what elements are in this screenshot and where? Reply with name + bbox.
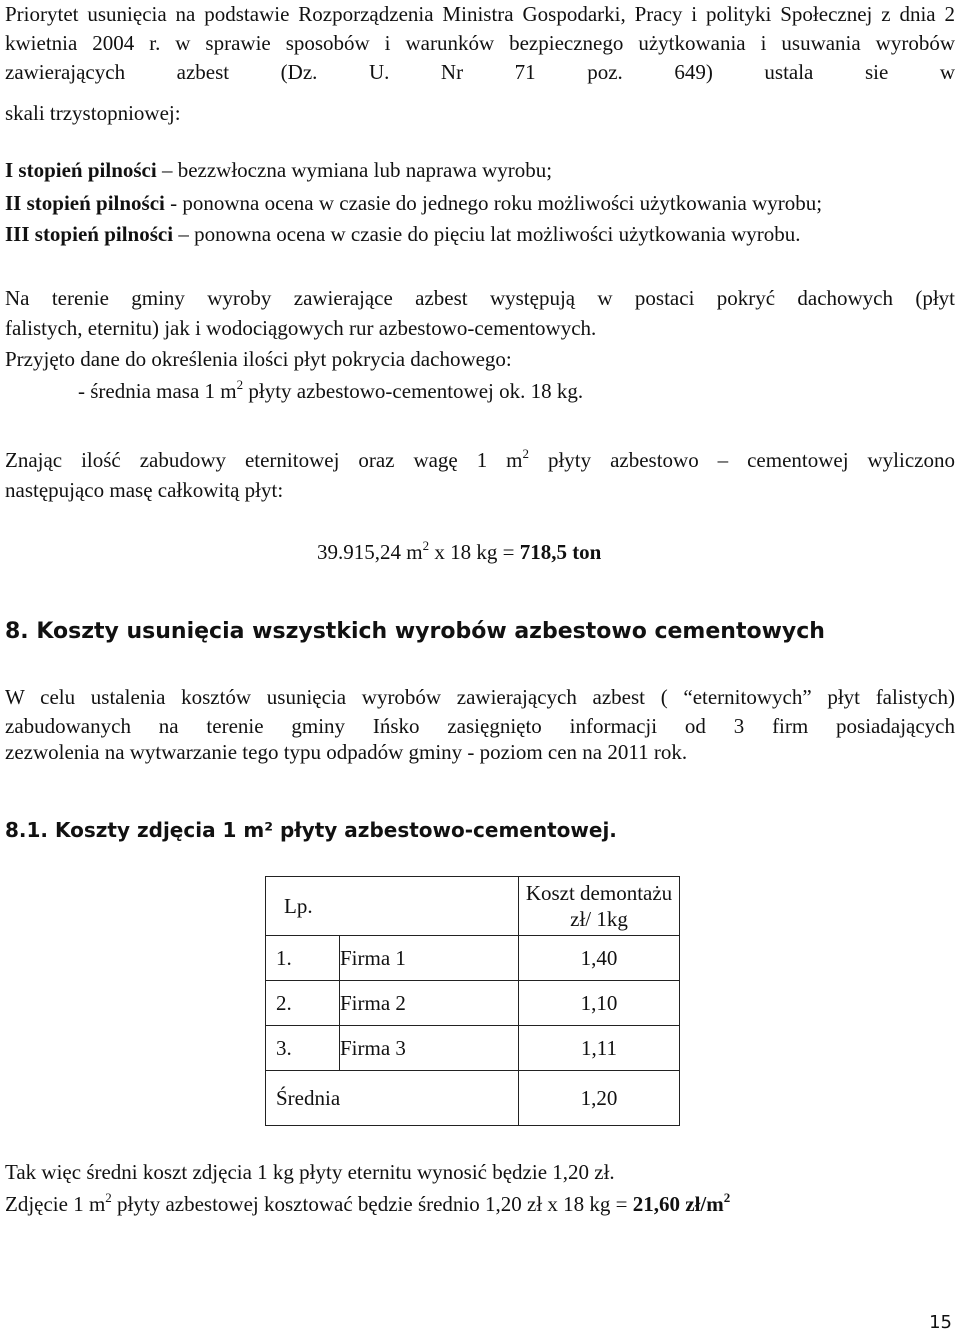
row-company: Firma 3 (340, 1026, 519, 1071)
intro-line: Społecznej z dnia 2 kwietnia 2004 r. w sprawie sposobów i warunków bezpiecznego (5, 2, 956, 55)
superscript: 2 (105, 1190, 112, 1205)
intro-last-line: skali trzystopniowej: (5, 101, 181, 125)
summary-line-2 (5, 1192, 730, 1217)
summary-text: Zdjęcie 1 m (5, 1192, 106, 1216)
paragraph-line: W celu ustalenia kosztów usunięcia wyrobów zawierających azbest ( “eternitowych” płyt (5, 685, 860, 709)
total-mass-formula (317, 540, 601, 565)
urgency-label: II stopień pilności (5, 191, 165, 215)
table-row (266, 1026, 680, 1071)
table-row (266, 936, 680, 981)
bullet-average-mass (78, 379, 583, 404)
bullet-text: - średnia masa 1 m (78, 379, 237, 403)
row-company: Firma 1 (340, 936, 519, 981)
average-label: Średnia (266, 1071, 519, 1126)
paragraph-line: falistych, eternitu) jak i wodociągowych rur azbestowo-cementowych. (5, 316, 597, 340)
formula-result: 718,5 ton (519, 540, 602, 564)
summary-text: płyty azbestowej kosztować będzie średnio 1,20 zł x 18 kg = (111, 1192, 633, 1216)
urgency-item-1 (5, 158, 552, 183)
formula-text: 39.915,24 m (317, 540, 423, 564)
urgency-item-2 (5, 191, 822, 216)
average-value: 1,20 (519, 1071, 680, 1126)
row-value: 1,10 (519, 981, 680, 1026)
intro-line: użytkowania i usuwania wyrobów zawierających azbest (Dz. U. Nr 71 poz. 649) ustala sie w (5, 31, 955, 84)
row-value: 1,11 (519, 1026, 680, 1071)
section-heading-8-1: 8.1. Koszty zdjęcia 1 m² płyty azbestowo-cementowej. (5, 818, 617, 842)
row-number: 2. (266, 981, 340, 1026)
superscript: 2 (236, 377, 244, 392)
urgency-label: I stopień pilności (5, 158, 157, 182)
page-number: 15 (929, 1312, 952, 1333)
superscript: 2 (723, 1190, 731, 1205)
summary-line-1: Tak więc średni koszt zdjęcia 1 kg płyty eternitu wynosić będzie 1,20 zł. (5, 1160, 615, 1184)
row-number: 1. (266, 936, 340, 981)
urgency-item-3 (5, 222, 801, 247)
paragraph-line: zezwolenia na wytwarzanie tego typu odpadów gminy - poziom cen na 2011 rok. (5, 740, 688, 764)
urgency-label: III stopień pilności (5, 222, 174, 246)
header-cost (519, 877, 680, 936)
paragraph-text: Znając ilość zabudowy eternitowej oraz wagę 1 m (5, 448, 523, 472)
row-number: 3. (266, 1026, 340, 1071)
superscript: 2 (522, 446, 529, 461)
superscript: 2 (422, 538, 430, 553)
paragraph-line: Przyjęto dane do określenia ilości płyt pokrycia dachowego: (5, 347, 512, 371)
cost-table (265, 876, 680, 1126)
header-cost-line: Koszt demontażu (525, 881, 673, 905)
table-header-row (266, 877, 680, 936)
table-average-row (266, 1071, 680, 1126)
row-company: Firma 2 (340, 981, 519, 1026)
header-lp-text: Lp. (284, 893, 313, 918)
urgency-text: – ponowna ocena w czasie do pięciu lat możliwości użytkowania wyrobu. (173, 222, 801, 246)
urgency-text: – bezzwłoczna wymiana lub naprawa wyrobu; (156, 158, 553, 182)
summary-result-text: 21,60 zł/m (632, 1192, 724, 1216)
urgency-text: - ponowna ocena w czasie do jednego roku możliwości użytkowania wyrobu; (164, 191, 823, 215)
intro-line: Priorytet usunięcia na podstawie Rozporządzenia Ministra Gospodarki, Pracy i polityki (5, 2, 772, 26)
summary-result (633, 1192, 730, 1216)
table-row (266, 981, 680, 1026)
header-cost-line: zł/ 1kg (570, 907, 628, 931)
paragraph-text: płyty azbestowo – cementowej wyliczono (529, 448, 955, 472)
formula-text: x 18 kg = (429, 540, 520, 564)
intro-paragraph (5, 0, 955, 116)
row-value: 1,40 (519, 936, 680, 981)
header-lp (266, 877, 519, 936)
bullet-text: płyty azbestowo-cementowej ok. 18 kg. (243, 379, 584, 403)
section-heading-8: 8. Koszty usunięcia wszystkich wyrobów azbestowo cementowych (5, 619, 825, 644)
paragraph-line: następująco masę całkowitą płyt: (5, 478, 284, 502)
paragraph-line: Na terenie gminy wyroby zawierające azbest występują w postaci pokryć dachowych (płyt (5, 286, 955, 310)
paragraph-line: falistych) zabudowanych na terenie gminy Ińsko zasięgnięto informacji od 3 firm posiadających (5, 685, 955, 738)
